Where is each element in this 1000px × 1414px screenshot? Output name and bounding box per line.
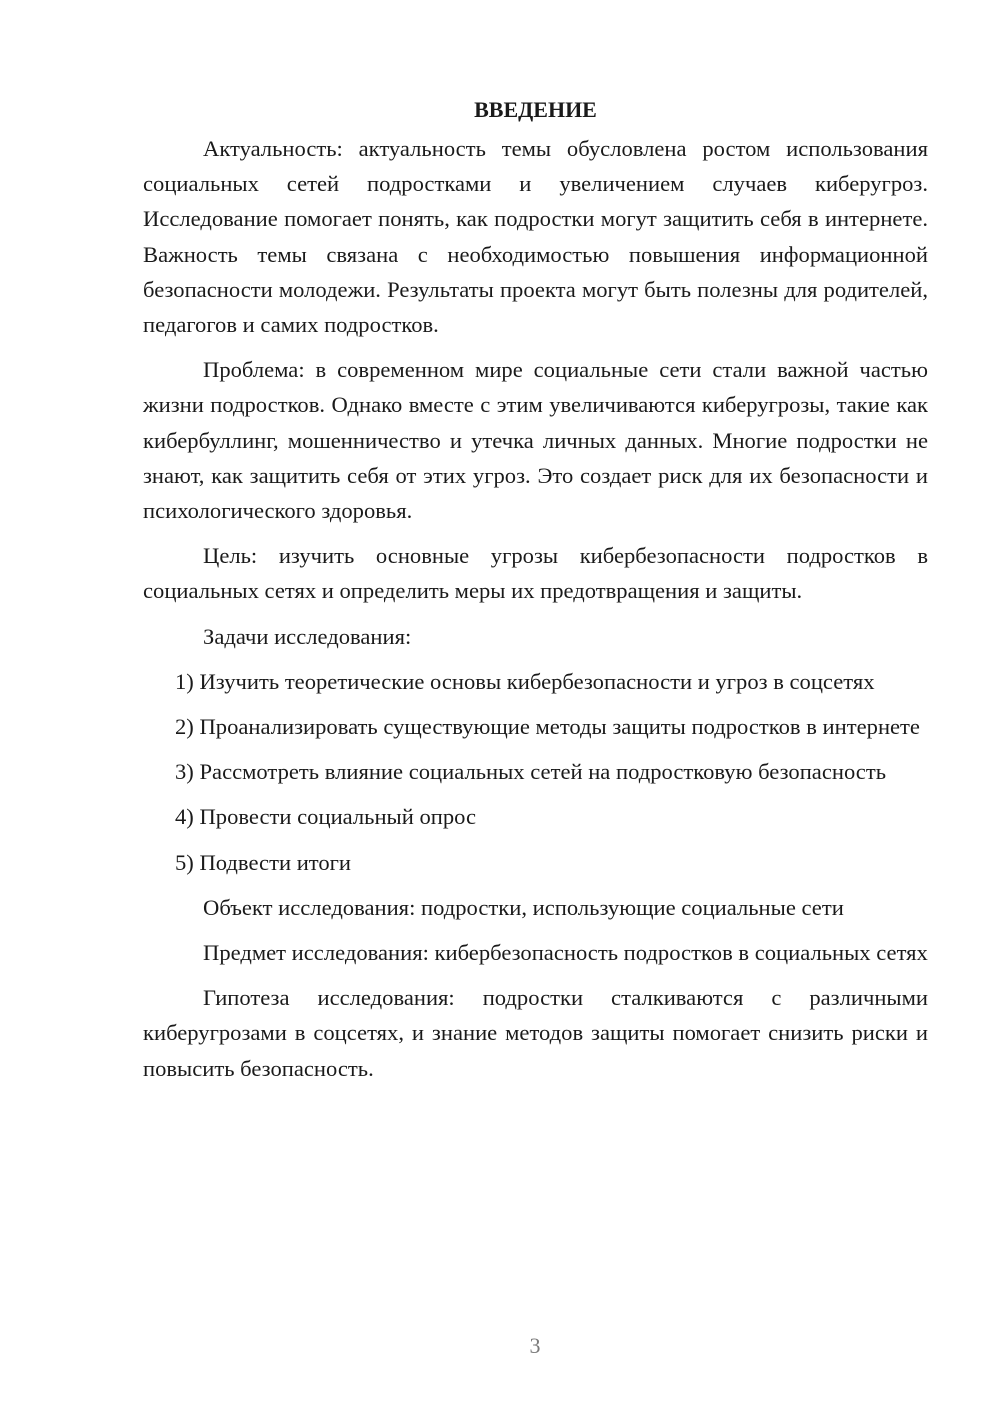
hypothesis-paragraph: Гипотеза исследования: подростки сталкиваются с различными киберугрозами в соцсетях, и знание методов защиты помогает снизить риски и повысить безопасность. bbox=[143, 985, 928, 1081]
subject-paragraph: Предмет исследования: кибербезопасность подростков в социальных сетях bbox=[203, 940, 928, 966]
task-item-5: 5) Подвести итоги bbox=[175, 849, 352, 875]
task-item-4: 4) Провести социальный опрос bbox=[175, 804, 477, 830]
page-number: 3 bbox=[529, 1333, 541, 1358]
task-item-2: 2) Проанализировать существующие методы защиты подростков в интернете bbox=[175, 714, 920, 740]
task-item-3: 3) Рассмотреть влияние социальных сетей на подростковую безопасность bbox=[175, 759, 887, 785]
task-item-1: 1) Изучить теоретические основы кибербезопасности и угроз в соцсетях bbox=[175, 668, 875, 694]
page-title: ВВЕДЕНИЕ bbox=[474, 97, 597, 122]
problem-paragraph: Проблема: в современном мире социальные сети стали важной частью жизни подростков. Однако вместе с этим увеличиваются киберугрозы, такие как кибербуллинг, мошенничество и утечка личных данных. Многие подростки не знают, как защитить себя от этих угроз. Это создает риск для их безопасности и психологического здоровья. bbox=[143, 357, 928, 524]
goal-paragraph: Цель: изучить основные угрозы кибербезопасности подростков в социальных сетях и определить меры их предотвращения и защиты. bbox=[143, 543, 928, 604]
object-paragraph: Объект исследования: подростки, использующие социальные сети bbox=[203, 894, 844, 920]
tasks-heading: Задачи исследования: bbox=[203, 623, 412, 649]
document-page bbox=[143, 92, 928, 1096]
relevance-paragraph: Актуальность: актуальность темы обусловлена ростом использования социальных сетей подростками и увеличением случаев киберугроз. Исследование помогает понять, как подростки могут защитить себя в интернете. Важность темы связана с необходимостью повышения информационной безопасности молодежи. Результаты проекта могут быть полезны для родителей, педагогов и самих подростков. bbox=[143, 136, 928, 338]
